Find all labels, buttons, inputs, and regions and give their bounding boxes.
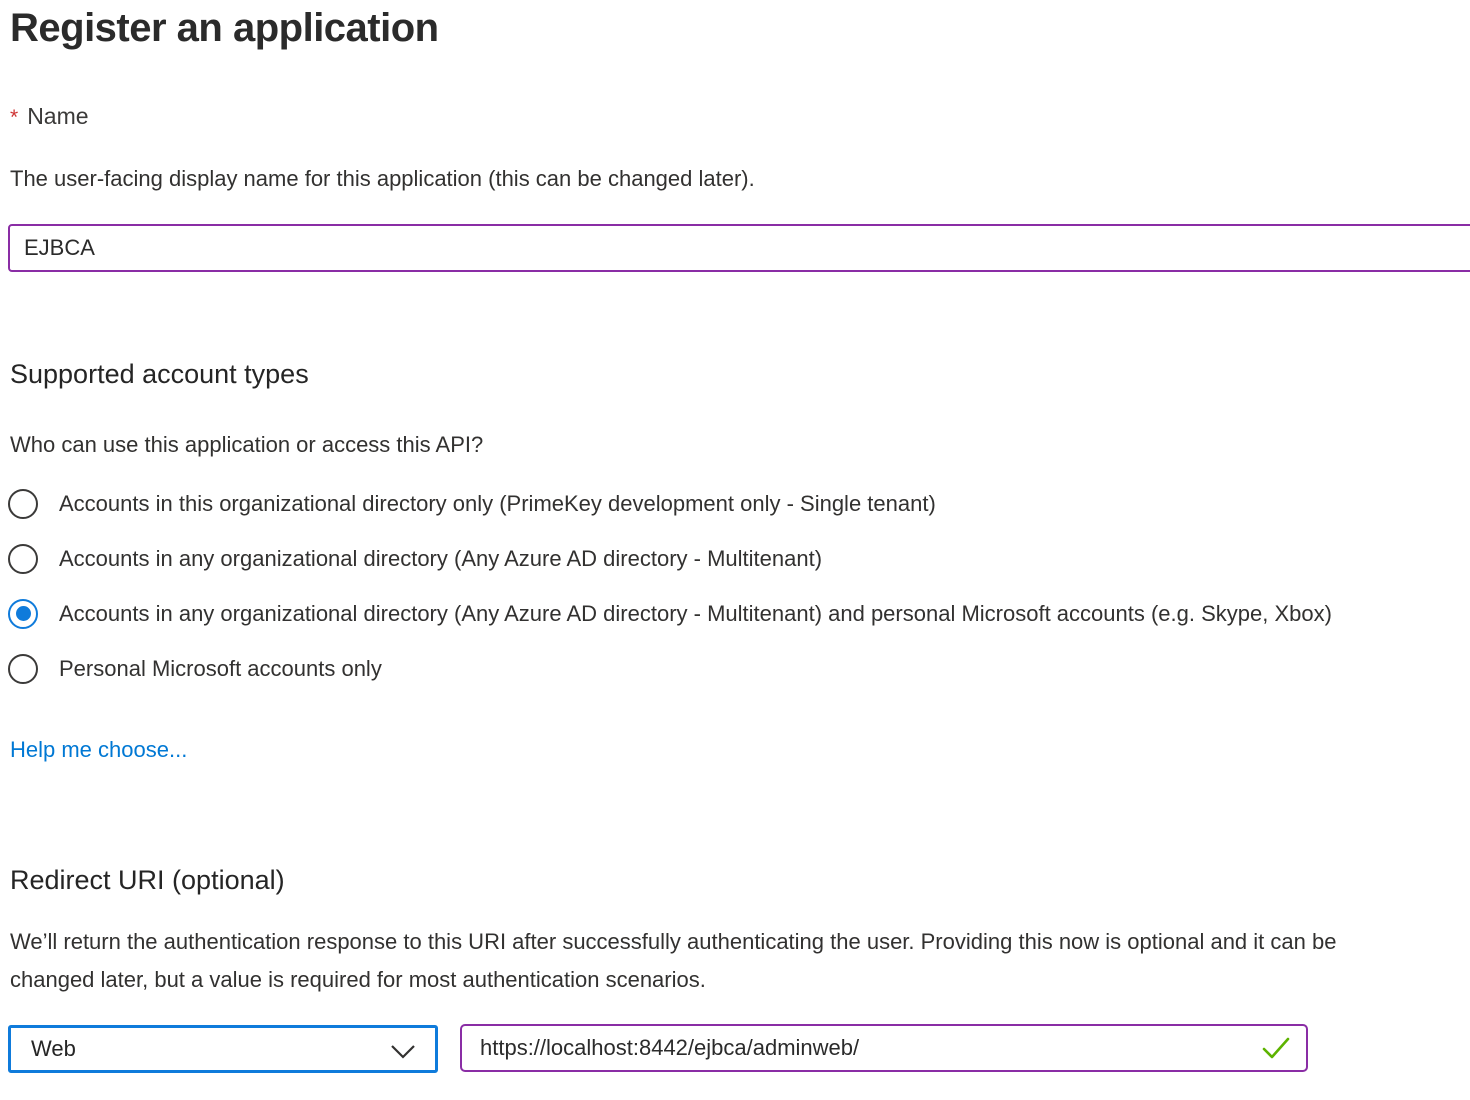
radio-button-icon[interactable] [8, 599, 38, 629]
radio-button-icon[interactable] [8, 654, 38, 684]
help-me-choose-link[interactable]: Help me choose... [10, 737, 188, 762]
name-field-label [10, 108, 410, 132]
radio-button-icon[interactable] [8, 544, 38, 574]
redirect-uri-description-line2: changed later, but a value is required for most authentication scenarios. [10, 967, 706, 992]
page-title: Register an application [10, 6, 439, 50]
name-description: The user-facing display name for this application (this can be changed later). [10, 166, 755, 191]
chevron-down-icon [391, 1045, 415, 1059]
supported-account-types-heading: Supported account types [10, 359, 309, 389]
account-type-option[interactable] [8, 531, 1470, 586]
account-types-question: Who can use this application or access this API? [10, 432, 484, 457]
required-asterisk: * [10, 108, 19, 129]
redirect-uri-description-line1: We’ll return the authentication response to this URI after successfully authenticating the user. Providing this now is optional and it can be [10, 929, 1337, 954]
platform-select-value: Web [31, 1036, 76, 1061]
radio-button-icon[interactable] [8, 489, 38, 519]
redirect-uri-field[interactable] [460, 1024, 1308, 1072]
redirect-uri-heading: Redirect URI (optional) [10, 865, 285, 895]
account-type-option[interactable] [8, 641, 1470, 696]
account-type-options [8, 476, 1470, 696]
redirect-uri-description [10, 923, 1470, 999]
account-type-option[interactable] [8, 586, 1470, 641]
account-type-option-label: Personal Microsoft accounts only [59, 655, 382, 681]
redirect-uri-input[interactable] [462, 1026, 1262, 1070]
account-type-option-label: Accounts in any organizational directory (Any Azure AD directory - Multitenant) and personal Microsoft accounts (e.g. Skype, Xbox) [59, 600, 1332, 626]
platform-select[interactable] [8, 1025, 438, 1073]
name-label-text: Name [27, 108, 89, 129]
account-type-option[interactable] [8, 476, 1470, 531]
valid-checkmark-icon [1262, 1037, 1290, 1059]
name-input[interactable] [8, 224, 1470, 272]
account-type-option-label: Accounts in this organizational directory only (PrimeKey development only - Single tenant) [59, 490, 936, 516]
account-type-option-label: Accounts in any organizational directory (Any Azure AD directory - Multitenant) [59, 545, 823, 571]
